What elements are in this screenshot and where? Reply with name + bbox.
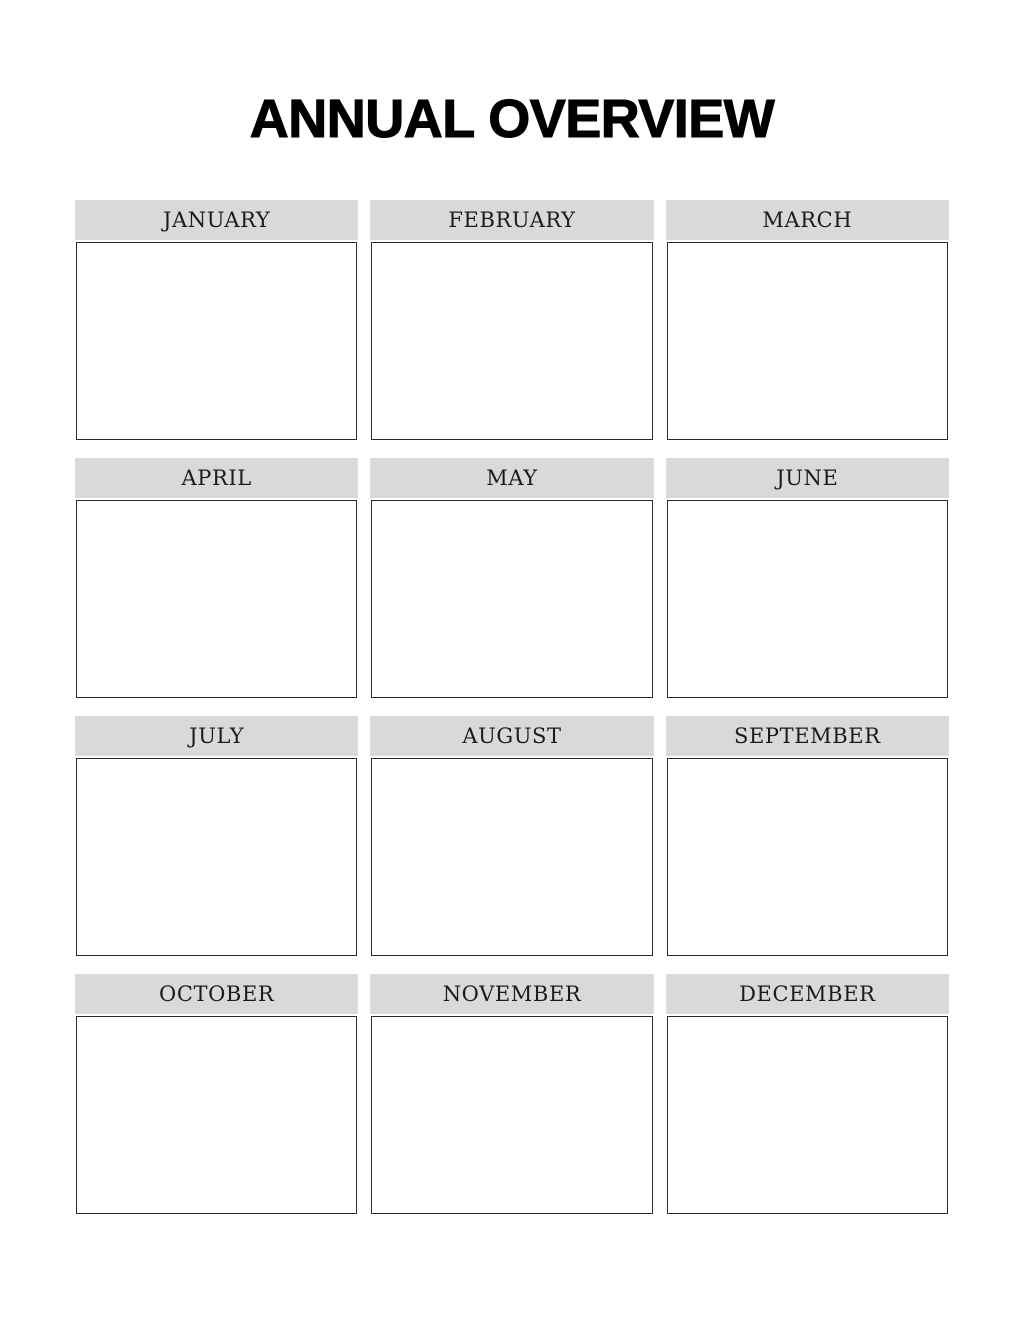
- month-notes-area[interactable]: [667, 1016, 948, 1214]
- month-notes-area[interactable]: [76, 1016, 357, 1214]
- page-title: ANNUAL OVERVIEW: [249, 89, 775, 149]
- month-card: [666, 458, 949, 698]
- month-notes-area[interactable]: [371, 758, 652, 956]
- month-label: OCTOBER: [159, 982, 275, 1006]
- month-label: AUGUST: [462, 724, 562, 748]
- month-label: FEBRUARY: [448, 208, 576, 232]
- month-notes-area[interactable]: [371, 242, 652, 440]
- month-label: JUNE: [776, 466, 839, 490]
- month-label: MARCH: [762, 208, 853, 232]
- month-label: JANUARY: [162, 208, 271, 232]
- month-notes-area[interactable]: [667, 242, 948, 440]
- months-grid: [75, 200, 949, 1214]
- month-header: [370, 458, 653, 498]
- month-card: [370, 974, 653, 1214]
- month-header: [75, 200, 358, 240]
- month-card: [666, 200, 949, 440]
- month-card: [75, 200, 358, 440]
- month-label: NOVEMBER: [442, 982, 582, 1006]
- month-header: [666, 200, 949, 240]
- month-header: [370, 200, 653, 240]
- month-label: SEPTEMBER: [733, 724, 881, 748]
- month-header: [370, 974, 653, 1014]
- month-label: APRIL: [181, 466, 252, 490]
- month-notes-area[interactable]: [76, 242, 357, 440]
- month-notes-area[interactable]: [371, 1016, 652, 1214]
- month-notes-area[interactable]: [76, 500, 357, 698]
- month-header: [666, 458, 949, 498]
- month-card: [370, 716, 653, 956]
- month-notes-area[interactable]: [667, 500, 948, 698]
- month-header: [75, 974, 358, 1014]
- month-notes-area[interactable]: [76, 758, 357, 956]
- month-header: [75, 458, 358, 498]
- month-notes-area[interactable]: [667, 758, 948, 956]
- month-label: DECEMBER: [739, 982, 876, 1006]
- month-card: [370, 458, 653, 698]
- month-header: [666, 716, 949, 756]
- month-card: [666, 716, 949, 956]
- month-header: [370, 716, 653, 756]
- month-card: [75, 716, 358, 956]
- month-header: [666, 974, 949, 1014]
- month-notes-area[interactable]: [371, 500, 652, 698]
- month-label: MAY: [486, 466, 538, 490]
- month-label: JULY: [189, 724, 245, 748]
- month-header: [75, 716, 358, 756]
- month-card: [75, 458, 358, 698]
- month-card: [75, 974, 358, 1214]
- month-card: [666, 974, 949, 1214]
- month-card: [370, 200, 653, 440]
